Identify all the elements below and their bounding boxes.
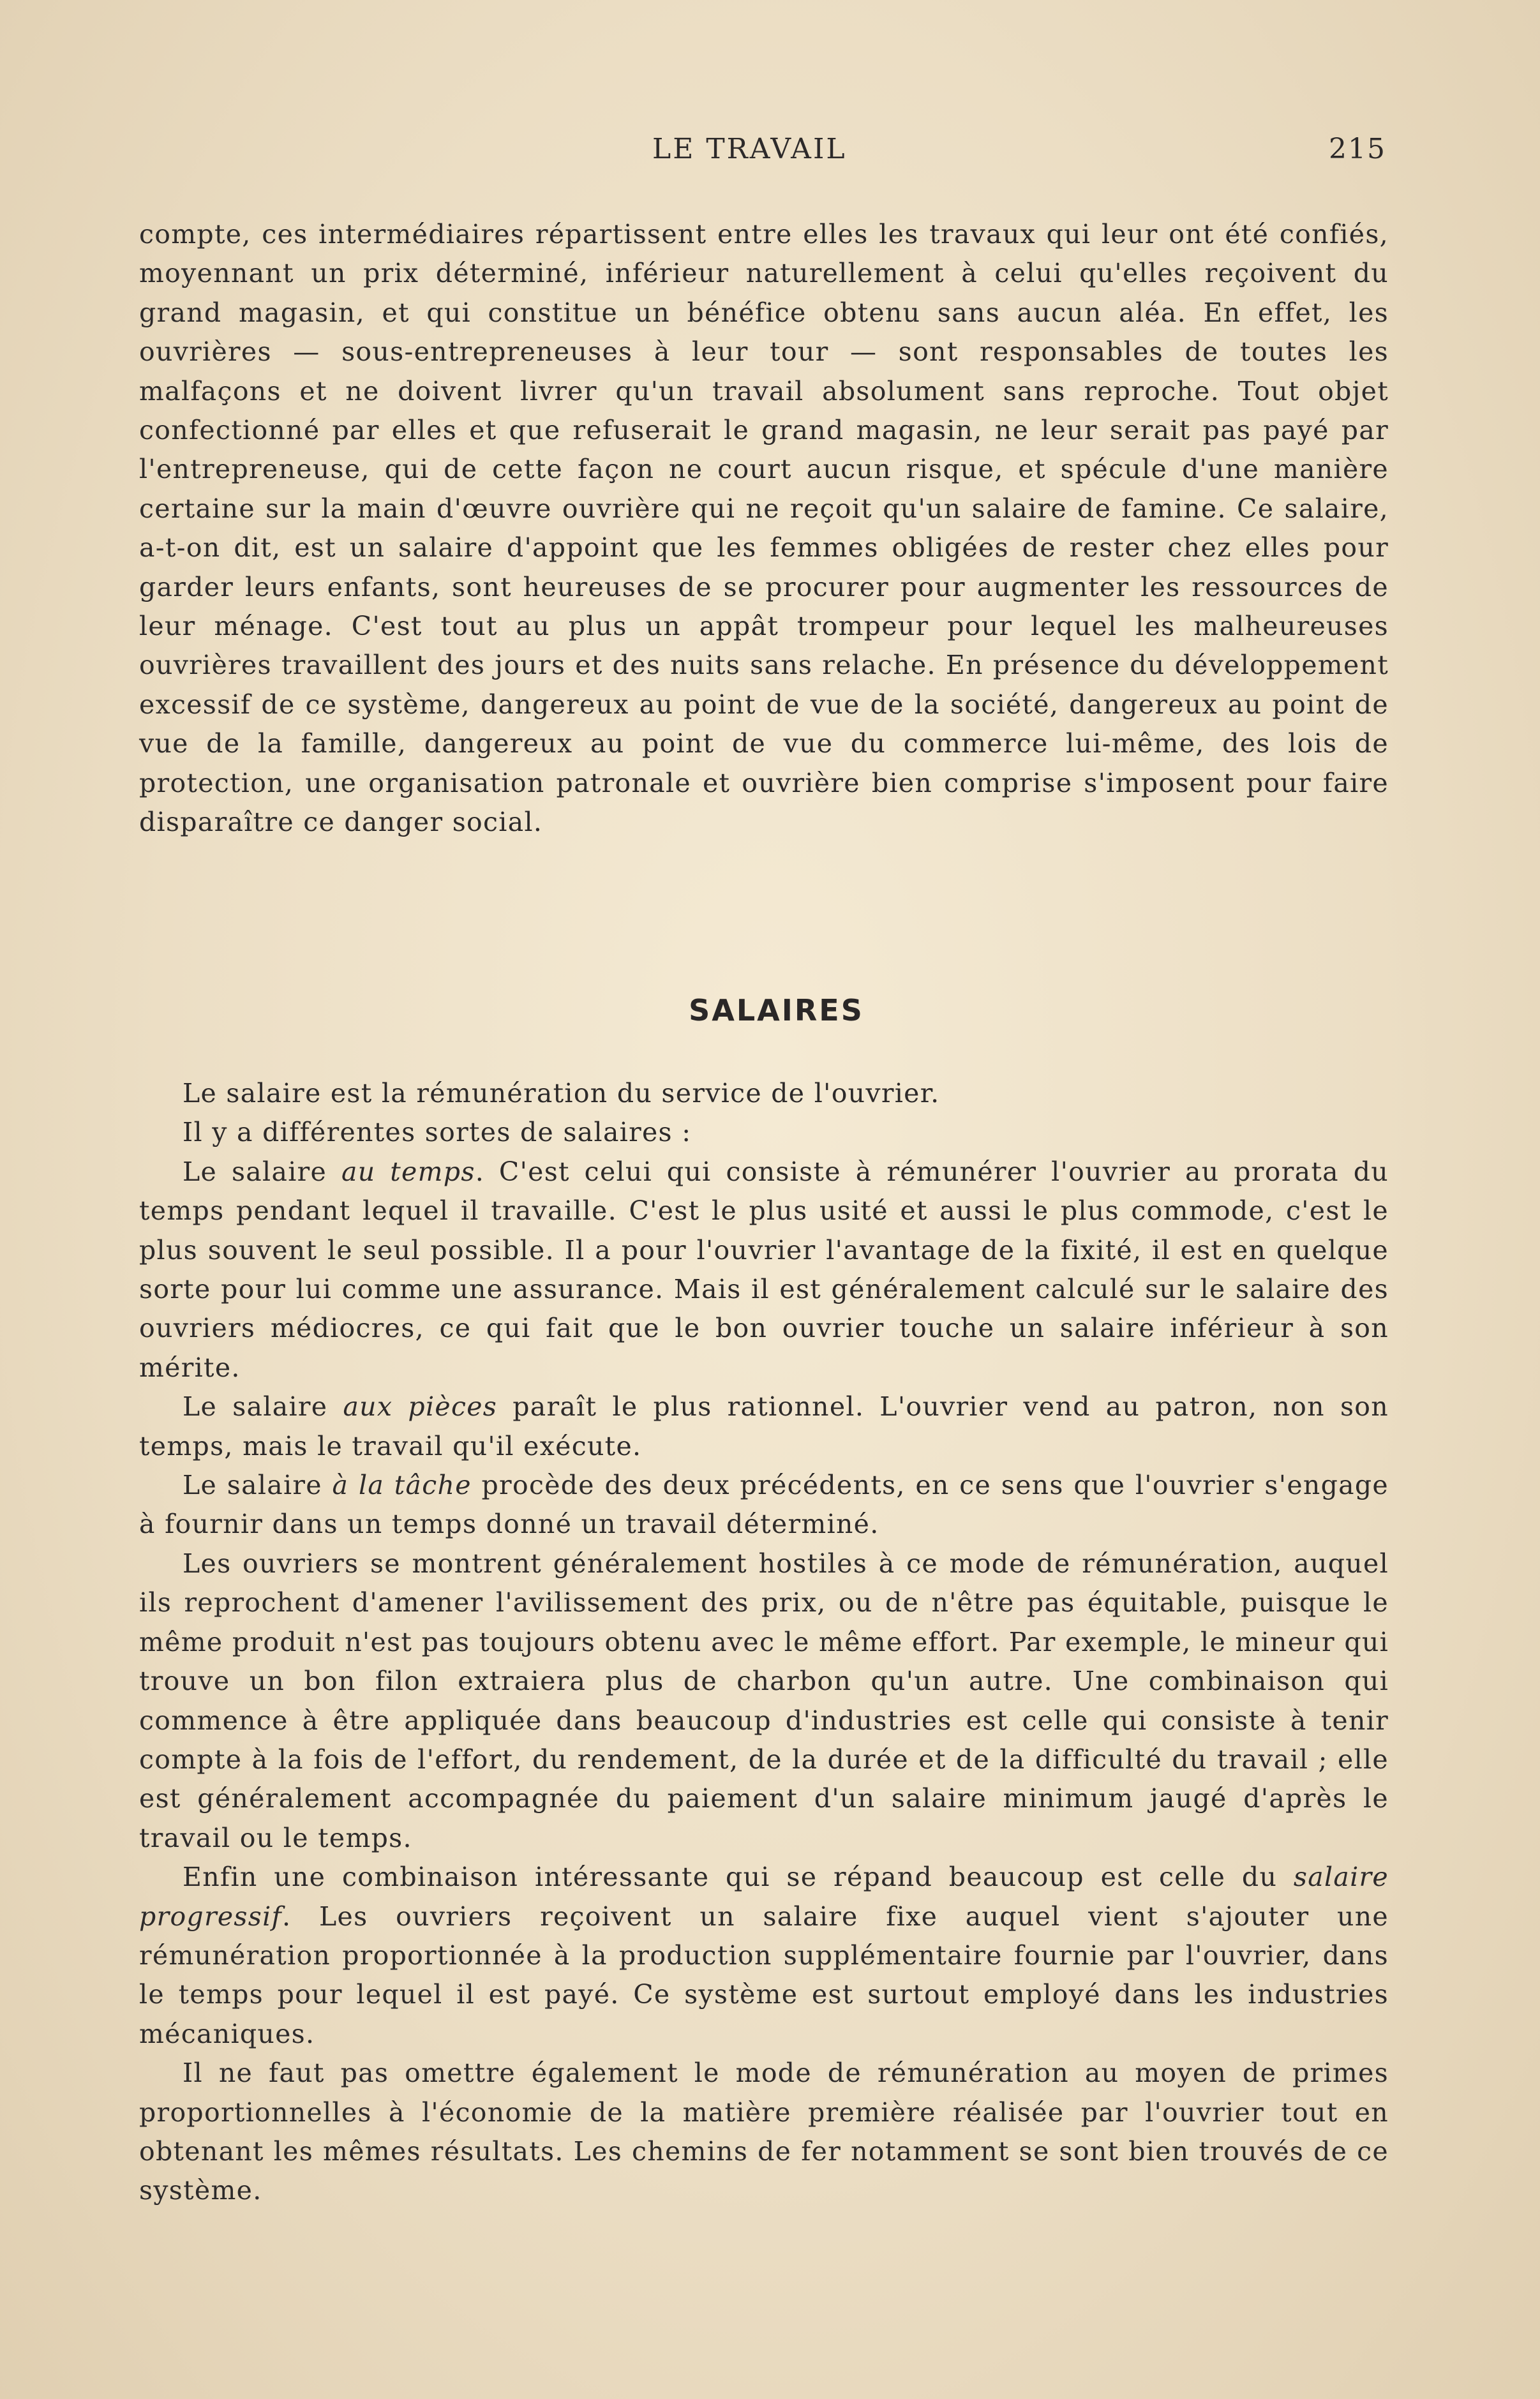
intro-paragraph: compte, ces intermédiaires répartissent entre elles les travaux qui leur ont été confiés, moyennant un prix déterminé, inférieur naturellement à celui qu'elles reçoivent du grand magasin, et qui constitue un bénéfice obtenu sans aucun aléa. En effet, les ouvrières — sous-entrepreneuses à leur tour — sont responsables de toutes les malfaçons et ne doivent livrer qu'un travail absolument sans reproche. Tout objet confectionné par elles et que refuserait le grand magasin, ne leur serait pas payé par l'entrepreneuse, qui de cette façon ne court aucun risque, et spécule d'une manière certaine sur la main d'œuvre ouvrière qui ne reçoit qu'un salaire de famine. Ce salaire, a-t-on dit, est un salaire d'appoint que les femmes obligées de rester chez elles pour garder leurs enfants, sont heureuses de se procurer pour augmenter les ressources de leur ménage. C'est tout au plus un appât trompeur pour lequel les malheureuses ouvrières travaillent des jours et des nuits sans relache. En présence du développement excessif de ce système, dangereux au point de vue de la société, dangereux au point de vue de la famille, dangereux au point de vue du commerce lui-même, des lois de protection, une organisation patronale et ouvrière bien comprise s'imposent pour faire disparaître ce danger social. <box>139 219 1389 838</box>
paragraph <box>139 1387 1389 1466</box>
section-title: SALAIRES <box>689 993 864 1028</box>
paragraph <box>139 1466 1389 1544</box>
paragraph-text: Le salaire <box>183 1391 343 1423</box>
emphasis-term: à la tâche <box>332 1470 472 1501</box>
paragraph-text: paraît le plus rationnel. L'ouvrier vend au patron, non son temps, mais le travail qu'il exécute. <box>139 1391 1389 1461</box>
emphasis-term: au temps <box>341 1156 475 1187</box>
running-head <box>0 133 1540 171</box>
emphasis-term: aux pièces <box>343 1391 498 1423</box>
paragraph: Il y a différentes sortes de salaires : <box>183 1117 692 1148</box>
paragraph <box>139 1858 1389 2054</box>
section-body <box>139 1074 1389 2211</box>
paragraph: Il ne faut pas omettre également le mode de rémunération au moyen de primes proportionnelles à l'économie de la matière première réalisée par l'ouvrier tout en obtenant les mêmes résultats. Les chemins de fer notamment se sont bien trouvés de ce système. <box>139 2058 1389 2206</box>
intro-text <box>139 215 1389 842</box>
paragraph: Les ouvriers se montrent généralement hostiles à ce mode de rémunération, auquel ils reprochent d'amener l'avilissement des prix, ou de n'être pas équitable, puisque le même produit n'est pas toujours obtenu avec le même effort. Par exemple, le mineur qui trouve un bon filon extraiera plus de charbon qu'un autre. Une combinaison qui commence à être appliquée dans beaucoup d'industries est celle qui consiste à tenir compte à la fois de l'effort, du rendement, de la durée et de la difficulté du travail ; elle est généralement accompagnée du paiement d'un salaire minimum jaugé d'après le travail ou le temps. <box>139 1548 1389 1853</box>
emphasis-term: salaire progressif <box>139 1862 1389 1932</box>
paragraph-text: . C'est celui qui consiste à rémunérer l'ouvrier au prorata du temps pendant lequel il travaille. C'est le plus usité et aussi le plus commode, c'est le plus souvent le seul possible. Il a pour l'ouvrier l'avantage de la fixité, il est en quelque sorte pour lui comme une assurance. Mais il est généralement calculé sur le salaire des ouvriers médiocres, ce qui fait que le bon ouvrier touche un salaire inférieur à son mérite. <box>139 1156 1389 1383</box>
paragraph-text: procède des deux précédents, en ce sens que l'ouvrier s'engage à fournir dans un temps donné un travail déterminé. <box>139 1470 1389 1540</box>
paragraph-text: . Les ouvriers reçoivent un salaire fixe auquel vient s'ajouter une rémunération proportionnée à la production supplémentaire fournie par l'ouvrier, dans le temps pour lequel il est payé. Ce système est surtout employé dans les industries mécaniques. <box>139 1901 1389 2049</box>
paragraph-text: Enfin une combinaison intéressante qui se répand beaucoup est celle du <box>183 1862 1294 1893</box>
paragraph <box>139 1153 1389 1387</box>
page-number: 215 <box>1329 133 1386 165</box>
paragraph-text: Le salaire <box>183 1470 333 1501</box>
paragraph-text: Le salaire <box>183 1156 341 1187</box>
paragraph: Le salaire est la rémunération du service de l'ouvrier. <box>183 1078 940 1109</box>
running-title: LE TRAVAIL <box>652 133 847 165</box>
section-heading <box>0 993 1540 1028</box>
